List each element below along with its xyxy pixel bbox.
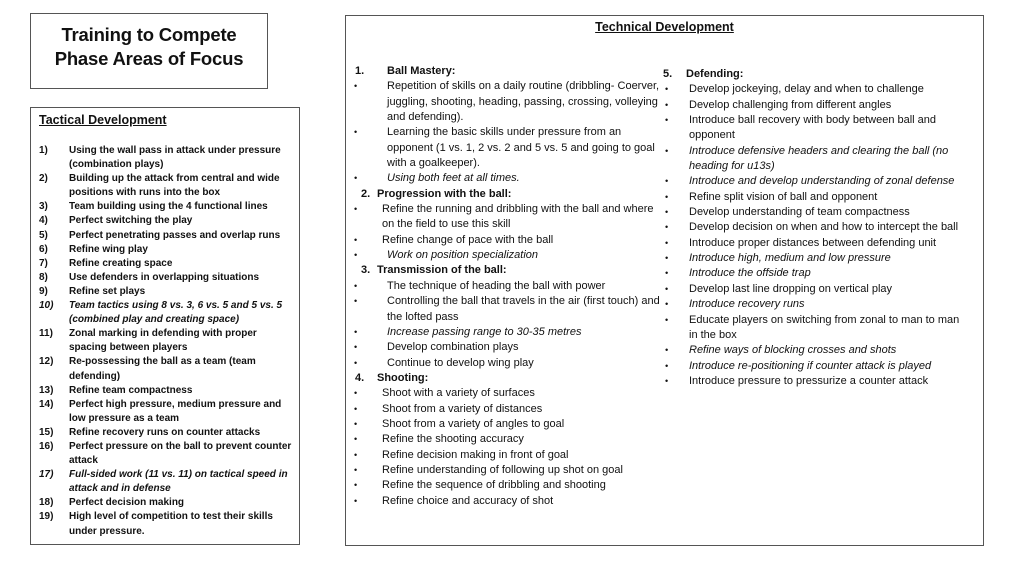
bullet-item	[351, 494, 663, 509]
bullet-icon: •	[354, 234, 358, 245]
bullet-icon: •	[354, 418, 358, 429]
bullet-item	[351, 417, 663, 432]
item-text: Refine set plays	[69, 285, 146, 297]
item-text: Shooting:	[377, 371, 429, 384]
item-text: Refine choice and accuracy of shot	[382, 494, 554, 507]
bullet-icon: •	[354, 280, 358, 291]
section-heading	[351, 263, 663, 278]
item-text: Educate players on switching from zonal to man to man in the box	[689, 313, 960, 341]
bullet-item	[351, 325, 663, 340]
section-heading	[351, 187, 663, 202]
item-text: High level of competition to test their skills under pressure.	[69, 511, 273, 537]
item-text: Transmission of the ball:	[377, 264, 507, 277]
item-text: Work on position specialization	[387, 249, 539, 262]
bullet-icon: •	[354, 449, 358, 460]
technical-heading: Technical Development	[595, 20, 734, 34]
item-text: Perfect decision making	[69, 497, 185, 509]
bullet-icon: •	[354, 81, 358, 92]
bullet-item	[662, 374, 967, 389]
section-heading	[662, 67, 967, 82]
section-number: 2.	[361, 187, 371, 200]
title-box	[30, 13, 268, 89]
item-text: Ball Mastery:	[387, 65, 456, 77]
item-number: 5)	[39, 229, 48, 241]
section-number: 3.	[361, 264, 371, 277]
item-text: Team building using the 4 functional lines	[69, 201, 268, 213]
bullet-item	[351, 279, 663, 294]
bullet-item	[351, 356, 663, 371]
bullet-item	[662, 313, 967, 344]
section-number: 1.	[355, 65, 365, 77]
item-text: Shoot from a variety of angles to goal	[382, 417, 565, 430]
item-text: Refine wing play	[69, 243, 148, 255]
item-text: The technique of heading the ball with power	[387, 279, 606, 292]
item-text: Use defenders in overlapping situations	[69, 271, 260, 283]
tactical-item	[39, 426, 295, 440]
section-number: 4.	[355, 371, 365, 384]
item-number: 19)	[39, 511, 54, 523]
bullet-item	[351, 125, 663, 171]
bullet-icon: •	[665, 283, 669, 294]
bullet-icon: •	[665, 237, 669, 248]
bullet-item	[351, 402, 663, 417]
item-number: 2)	[39, 173, 48, 185]
item-text: Shoot from a variety of distances	[382, 402, 543, 415]
bullet-item	[662, 190, 967, 205]
item-number: 15)	[39, 426, 54, 438]
item-number: 16)	[39, 440, 54, 452]
bullet-icon: •	[665, 176, 669, 187]
tactical-item	[39, 510, 295, 538]
tactical-list	[39, 144, 295, 539]
tactical-item	[39, 299, 295, 327]
item-number: 8)	[39, 271, 48, 283]
item-text: Refine change of pace with the ball	[382, 233, 554, 246]
item-text: Introduce recovery runs	[689, 298, 805, 311]
bullet-icon: •	[665, 375, 669, 386]
item-text: Refine team compactness	[69, 384, 193, 396]
section-heading	[351, 64, 663, 79]
item-text: Introduce ball recovery with body between ball and opponent	[689, 114, 937, 142]
tactical-item	[39, 172, 295, 200]
tactical-item	[39, 144, 295, 172]
item-text: Controlling the ball that travels in the air (first touch) and the lofted pass	[387, 295, 660, 323]
item-text: Defending:	[686, 68, 744, 80]
bullet-icon: •	[665, 268, 669, 279]
bullet-item	[662, 144, 967, 175]
item-text: Increase passing range to 30-35 metres	[387, 325, 582, 338]
tactical-item	[39, 468, 295, 496]
item-text: Refine split vision of ball and opponent	[689, 190, 878, 203]
item-text: Develop combination plays	[387, 341, 519, 354]
bullet-icon: •	[354, 480, 358, 491]
item-text: Using both feet at all times.	[387, 172, 520, 185]
bullet-icon: •	[354, 250, 358, 261]
tactical-item	[39, 440, 295, 468]
bullet-icon: •	[665, 99, 669, 110]
item-text: Using the wall pass in attack under pressure (combination plays)	[69, 145, 281, 171]
bullet-item	[662, 343, 967, 358]
bullet-item	[351, 432, 663, 447]
bullet-icon: •	[665, 191, 669, 202]
bullet-item	[662, 82, 967, 97]
bullet-item	[662, 205, 967, 220]
item-text: Full-sided work (11 vs. 11) on tactical speed in attack and in defense	[69, 469, 288, 495]
bullet-item	[662, 220, 967, 235]
bullet-icon: •	[354, 464, 358, 475]
item-text: Develop last line dropping on vertical play	[689, 282, 893, 295]
item-number: 4)	[39, 215, 48, 227]
bullet-item	[351, 463, 663, 478]
item-number: 1)	[39, 145, 48, 156]
item-text: Introduce pressure to pressurize a counter attack	[689, 374, 929, 387]
item-text: Refine recovery runs on counter attacks	[69, 426, 261, 438]
item-text: Refine the shooting accuracy	[382, 433, 524, 446]
item-text: Perfect switching the play	[69, 215, 193, 227]
tactical-item	[39, 327, 295, 355]
item-text: Refine decision making in front of goal	[382, 448, 569, 461]
bullet-icon: •	[354, 326, 358, 337]
tactical-item	[39, 285, 295, 299]
tactical-item	[39, 229, 295, 243]
bullet-icon: •	[354, 434, 358, 445]
bullet-icon: •	[354, 296, 358, 307]
bullet-icon: •	[665, 84, 669, 95]
tactical-item	[39, 398, 295, 426]
item-text: Introduce defensive headers and clearing the ball (no heading for u13s)	[689, 144, 949, 173]
bullet-item	[662, 266, 967, 281]
item-text: Perfect high pressure, medium pressure and low pressure as a team	[69, 398, 282, 424]
tactical-item	[39, 243, 295, 257]
item-text: Introduce high, medium and low pressure	[689, 252, 891, 265]
bullet-icon: •	[354, 127, 358, 138]
item-number: 9)	[39, 285, 48, 297]
bullet-item	[351, 202, 663, 233]
item-text: Refine creating space	[69, 257, 173, 269]
item-number: 14)	[39, 398, 54, 410]
bullet-icon: •	[665, 314, 669, 325]
technical-right-column	[662, 67, 967, 389]
item-text: Continue to develop wing play	[387, 356, 534, 369]
item-text: Re-possessing the ball as a team (team defending)	[69, 356, 256, 382]
bullet-item	[351, 171, 663, 186]
bullet-icon: •	[354, 342, 358, 353]
bullet-item	[351, 478, 663, 493]
bullet-item	[351, 79, 663, 125]
technical-left-column	[351, 64, 663, 509]
bullet-item	[351, 340, 663, 355]
tactical-heading: Tactical Development	[39, 113, 167, 127]
item-number: 11)	[39, 328, 53, 340]
item-text: Repetition of skills on a daily routine (dribbling- Coerver, juggling, shooting, heading, passing, crossing, volleying and defending).	[387, 80, 660, 124]
section-number: 5.	[663, 68, 673, 80]
item-text: Refine ways of blocking crosses and shots	[689, 344, 897, 357]
section-heading	[351, 371, 663, 386]
bullet-item	[662, 113, 967, 144]
bullet-icon: •	[354, 495, 358, 506]
page-title-line1: Training to Compete	[61, 24, 237, 45]
tactical-item	[39, 257, 295, 271]
tactical-item	[39, 200, 295, 214]
bullet-icon: •	[354, 357, 358, 368]
bullet-item	[662, 359, 967, 374]
item-text: Refine the running and dribbling with the ball and where on the field to use this skill	[382, 203, 654, 231]
bullet-icon: •	[665, 207, 669, 218]
technical-development-box	[345, 15, 984, 546]
bullet-icon: •	[665, 299, 669, 310]
item-text: Introduce proper distances between defending unit	[689, 236, 937, 249]
item-text: Develop jockeying, delay and when to challenge	[689, 83, 924, 96]
item-text: Develop decision on when and how to intercept the ball	[689, 221, 959, 234]
tactical-item	[39, 355, 295, 383]
item-number: 3)	[39, 201, 48, 213]
item-text: Progression with the ball:	[377, 187, 512, 200]
item-text: Refine the sequence of dribbling and shooting	[382, 479, 606, 492]
bullet-icon: •	[665, 345, 669, 356]
item-text: Building up the attack from central and wide positions with runs into the box	[69, 173, 280, 199]
item-number: 17)	[39, 469, 54, 481]
page-title	[31, 23, 267, 71]
bullet-icon: •	[665, 253, 669, 264]
item-number: 13)	[39, 384, 54, 396]
bullet-item	[351, 233, 663, 248]
bullet-item	[351, 386, 663, 401]
item-text: Develop challenging from different angles	[689, 98, 892, 111]
tactical-item	[39, 384, 295, 398]
item-text: Team tactics using 8 vs. 3, 6 vs. 5 and 5 vs. 5 (combined play and creating space)	[69, 300, 283, 326]
item-text: Develop understanding of team compactness	[689, 206, 910, 219]
page-title-line2: Phase Areas of Focus	[54, 48, 244, 69]
item-number: 7)	[39, 257, 48, 269]
bullet-item	[662, 251, 967, 266]
bullet-item	[662, 282, 967, 297]
tactical-item	[39, 496, 295, 510]
item-text: Introduce re-positioning if counter attack is played	[689, 359, 932, 372]
item-text: Shoot with a variety of surfaces	[382, 387, 535, 400]
tactical-item	[39, 214, 295, 228]
bullet-item	[662, 174, 967, 189]
item-text: Refine understanding of following up shot on goal	[382, 463, 623, 476]
item-text: Zonal marking in defending with proper spacing between players	[69, 328, 257, 354]
bullet-item	[662, 98, 967, 113]
item-text: Introduce and develop understanding of zonal defense	[689, 175, 955, 188]
item-number: 12)	[39, 356, 54, 368]
bullet-icon: •	[665, 145, 669, 156]
bullet-icon: •	[354, 403, 358, 414]
bullet-item	[662, 236, 967, 251]
bullet-icon: •	[354, 173, 358, 184]
item-text: Learning the basic skills under pressure from an opponent (1 vs. 1, 2 vs. 2 and 5 vs. 5 and going to goal with a goalkeeper).	[387, 126, 655, 170]
item-text: Perfect penetrating passes and overlap runs	[69, 229, 281, 241]
bullet-icon: •	[354, 204, 358, 215]
item-number: 10)	[39, 300, 54, 312]
item-number: 18)	[39, 497, 54, 509]
bullet-icon: •	[665, 222, 669, 233]
item-text: Introduce the offside trap	[689, 267, 811, 280]
bullet-item	[351, 448, 663, 463]
tactical-development-box	[30, 107, 300, 545]
bullet-icon: •	[354, 388, 358, 399]
tactical-item	[39, 271, 295, 285]
bullet-item	[351, 248, 663, 263]
item-number: 6)	[39, 243, 48, 255]
bullet-item	[351, 294, 663, 325]
bullet-item	[662, 297, 967, 312]
bullet-icon: •	[665, 115, 669, 126]
bullet-icon: •	[665, 360, 669, 371]
item-text: Perfect pressure on the ball to prevent counter attack	[69, 440, 292, 467]
